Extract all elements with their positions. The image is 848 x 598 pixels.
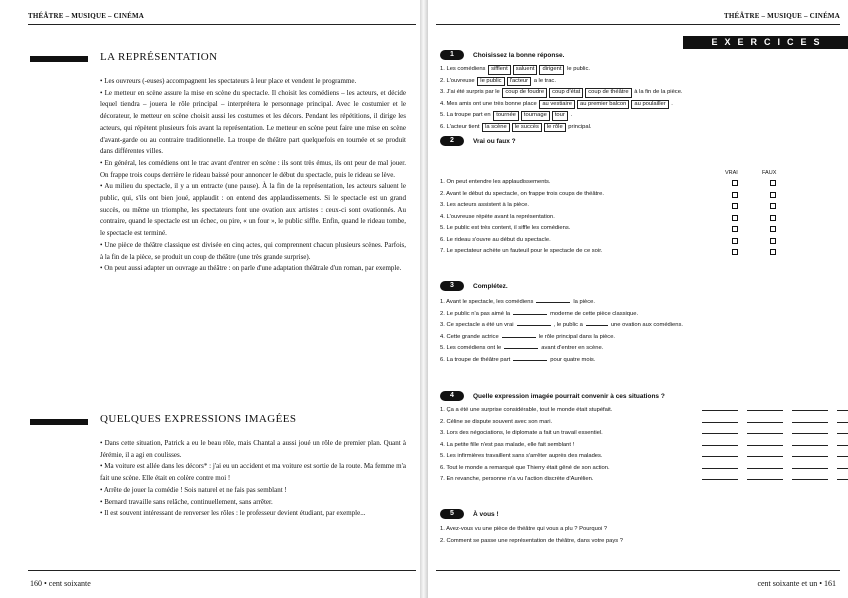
line-number: 1. [440,299,445,305]
answer-blank[interactable] [702,433,738,434]
answer-option[interactable]: tour [552,111,568,121]
answer-blank[interactable] [504,348,538,349]
exercise-line [440,524,840,536]
situation-text: 5. Les infirmières travaillent sans s'arrêter auprès des malades. [440,453,603,459]
statement-text: 3. Les acteurs assistent à la pièce. [440,202,529,208]
exercise-2-lines [440,177,840,258]
left-page [0,0,420,598]
line-number: 6. [440,123,445,130]
false-checkbox[interactable] [770,238,776,244]
line-text: moderne de cette pièce classique. [550,310,639,317]
paragraph: • Les ouvreurs (-euses) accompagnent les spectateurs à leur place et vendent le programme. [100,77,357,85]
answer-blank[interactable] [792,445,828,446]
answer-blank[interactable] [702,422,738,423]
line-text: la pièce. [573,299,595,305]
answer-blank[interactable] [747,410,783,411]
paragraph: • Ma voiture est allée dans les décors* : j'ai eu un accident et ma voiture est sortie de la route. Ma femme m'a fait une scène. Elle était en colère contre moi ! [100,462,406,483]
running-head: THÉÂTRE – MUSIQUE – CINÉMA [723,12,840,20]
section-title: LA REPRÉSENTATION [100,51,218,63]
question-text: 1. Avez-vous vu une pièce de théâtre qui vous a plu ? Pourquoi ? [440,526,608,532]
answer-blank[interactable] [517,325,551,326]
exercise-line [440,355,840,367]
answer-option[interactable]: au premier balcon [577,100,629,110]
true-checkbox[interactable] [732,180,738,186]
exercise-line [440,297,840,309]
exercise-line [440,309,840,321]
statement-text: 6. Le rideau s'ouvre au début du spectacle. [440,236,551,243]
true-checkbox[interactable] [732,249,738,255]
exercise-line [440,177,840,189]
true-checkbox[interactable] [732,203,738,209]
situation-text: 7. En revanche, personne n'a vu l'action discrète d'Aurélien. [440,476,594,482]
exercise-line [440,536,840,548]
answer-option[interactable]: le public [477,77,504,87]
situation-text: 2. Céline se dispute souvent avec son mari. [440,418,553,425]
running-head: THÉÂTRE – MUSIQUE – CINÉMA [28,12,145,20]
exercise-number: 1 [440,50,464,60]
exercise-line [440,64,840,76]
answer-blank[interactable] [837,422,848,423]
answer-lines[interactable] [702,456,848,457]
answer-option[interactable]: coup d'état [549,88,583,98]
situation-text: 1. Ça a été une surprise considérable, tout le monde était stupéfait. [440,407,613,413]
answer-option[interactable]: dirigent [539,65,564,75]
answer-blank[interactable] [837,445,848,446]
exercise-heading [440,390,665,402]
line-text: pour quatre mois. [550,356,596,363]
true-checkbox[interactable] [732,226,738,232]
answer-option[interactable]: sifflent [488,65,511,75]
true-checkbox[interactable] [732,238,738,244]
answer-blank[interactable] [837,479,848,480]
line-text: principal. [568,123,592,130]
exercise-line [440,440,840,452]
answer-option[interactable]: tournage [521,111,550,121]
book-gutter [420,0,428,598]
question-text: 2. Comment se passe une représentation de théâtre, dans votre pays ? [440,537,624,544]
exercise-number: 4 [440,391,464,401]
answer-blank[interactable] [792,410,828,411]
footer-rule [28,570,416,571]
answer-blank[interactable] [702,445,738,446]
line-text: Ce spectacle a été un vrai [446,322,514,328]
answer-option[interactable]: l'acteur [507,77,532,87]
exercise-line [440,87,840,99]
answer-option[interactable]: saluent [513,65,538,75]
line-number: 1. [440,66,445,72]
exercise-line [440,200,840,212]
statement-text: 5. Le public est très content, il siffle les comédiens. [440,225,571,231]
exercise-line [440,212,840,224]
exercise-line [440,417,840,429]
false-column-header: FAUX [762,170,777,176]
section-bar [30,419,88,425]
line-number: 5. [440,112,445,118]
exercise-line [440,343,840,355]
line-number: 4. [440,333,445,340]
false-checkbox[interactable] [770,203,776,209]
answer-lines[interactable] [702,410,848,411]
paragraph: • On peut aussi adapter un ouvrage au théâtre : on parle d'une adaptation théâtrale d'un roman, par exemple. [100,264,402,273]
line-text: Le public n'a pas aimé la [446,310,511,317]
line-text: J'ai été surpris par le [446,89,500,95]
true-column-header: VRAI [725,170,738,176]
line-number: 2. [440,310,445,317]
exercise-line [440,223,840,235]
answer-lines[interactable] [702,468,848,469]
answer-option[interactable]: au poulailler [631,100,668,110]
exercise-line [440,246,840,258]
false-checkbox[interactable] [770,249,776,255]
line-text: L'ouvreuse [446,77,475,84]
exercise-line [440,122,840,134]
paragraph: • Bernard travaille sans relâche, continuellement, sans arrêter. [100,497,273,506]
section-body [100,76,406,275]
exercise-title: Vrai ou faux ? [473,137,516,145]
answer-lines[interactable] [702,433,848,434]
answer-blank[interactable] [837,468,848,469]
footer-rule [436,570,840,571]
answer-blank[interactable] [747,456,783,457]
paragraph: • Dans cette situation, Patrick a eu le beau rôle, mais Chantal a aussi joué un rôle de premier plan. Quant à Jérémie, il a agi en coulisses. [100,439,406,459]
statement-text: 2. Avant le début du spectacle, on frappe trois coups de théâtre. [440,190,604,197]
answer-blank[interactable] [792,468,828,469]
line-number: 5. [440,345,445,351]
exercise-line [440,332,840,344]
exercise-line [440,474,840,486]
answer-blank[interactable] [513,360,547,361]
answer-blank[interactable] [792,433,828,434]
line-text: , le public a [553,322,583,328]
false-checkbox[interactable] [770,215,776,221]
line-text: avant d'entrer en scène. [541,345,604,351]
exercise-title: Quelle expression imagée pourrait convenir à ces situations ? [473,392,665,400]
answer-blank[interactable] [702,468,738,469]
exercise-line [440,451,840,463]
paragraph: • En général, les comédiens ont le trac avant d'entrer en scène : ils sont très émus, ils ont peur de mal jouer. On frappe trois coups derrière le rideau baissé pour annoncer le début du spectacle, puis le rideau se lève. [100,158,406,179]
section-body [100,438,406,520]
answer-option[interactable]: le rôle [544,123,566,133]
answer-blank[interactable] [792,422,828,423]
page-number: 160 • cent soixante [30,579,91,588]
exercise-line [440,76,840,88]
line-text: La troupe part en [446,112,491,118]
answer-lines[interactable] [702,479,848,480]
paragraph: • Une pièce de théâtre classique est divisée en cinq actes, qui comprennent chacun plusieurs scènes. Parfois, à la fin de la pièce, se produit un coup de théâtre (une très grande surprise). [100,240,406,261]
answer-option[interactable]: le succès [512,123,542,133]
exercises-banner: EXERCICES [683,36,848,49]
answer-blank[interactable] [837,456,848,457]
exercise-heading [440,49,564,61]
line-text: . [671,100,673,107]
false-checkbox[interactable] [770,226,776,232]
answer-blank[interactable] [747,445,783,446]
exercise-line [440,463,840,475]
exercise-heading [440,135,516,147]
answer-blank[interactable] [837,410,848,411]
answer-blank[interactable] [502,337,536,338]
line-text: La troupe de théâtre part [446,356,511,363]
line-text: Les comédiens [446,66,486,72]
answer-blank[interactable] [702,479,738,480]
line-number: 4. [440,100,445,107]
exercise-heading [440,508,499,520]
exercise-4-lines [440,405,840,486]
true-checkbox[interactable] [732,192,738,198]
exercise-line [440,320,840,332]
line-text: le rôle principal dans la pièce. [538,333,616,340]
answer-blank[interactable] [792,456,828,457]
line-number: 3. [440,322,445,328]
line-text: Avant le spectacle, les comédiens [446,299,534,305]
answer-blank[interactable] [702,456,738,457]
exercise-title: Choisissez la bonne réponse. [473,51,565,59]
exercise-line [440,405,840,417]
exercise-line [440,189,840,201]
paragraph: • Au milieu du spectacle, il y a un entracte (une pause). À la fin de la représentation, les acteurs saluent le public, qui, s'ils ont bien joué, applaudit : on entend des applaudissements. Si le spectacle est un grand succès, ou même un triomphe, les spectateurs font une ovation aux artistes : ceux-ci sont ovationnés. Au contraire, quand le spectacle est un échec, ou pire, « un four », le public siffle. Enfin, quand le rideau tombe, le spectacle est terminé. [100,182,406,238]
exercise-number: 2 [440,136,464,146]
answer-option[interactable]: tournée [493,111,519,121]
exercise-line [440,428,840,440]
line-number: 3. [440,89,445,95]
paragraph: • Le metteur en scène assure la mise en scène du spectacle. Il choisit les comédiens – les acteurs, et décide lequel tiendra – jouera le rôle principal – interprétera le personnage principal. Avec le costumier et le décorateur, le metteur en scène choisit aussi les costumes et les décors. Pendant les répétitions, il dirige les acteurs, qui répètent plusieurs fois avant la représentation. Le metteur en scène peut faire une mise en scène d'avant-garde ou au contraire traditionnelle. La troupe de théâtre part quelquefois en tournée et se produit dans différentes villes. [100,88,406,156]
line-text: Mes amis ont une très bonne place [446,100,537,107]
answer-blank[interactable] [586,325,608,326]
answer-blank[interactable] [536,302,570,303]
false-checkbox[interactable] [770,180,776,186]
line-text: L'acteur tient [446,123,480,130]
statement-text: 7. Le spectateur achète un fauteuil pour le spectacle de ce soir. [440,248,603,254]
section-bar [30,56,88,62]
exercise-title: Complétez. [473,282,508,290]
true-checkbox[interactable] [732,215,738,221]
line-text: à la fin de la pièce. [634,89,683,95]
situation-text: 6. Tout le monde a remarqué que Thierry était gêné de son action. [440,464,610,471]
answer-blank[interactable] [837,433,848,434]
paragraph: • Arrête de jouer la comédie ! Sois naturel et ne fais pas semblant ! [100,485,287,494]
answer-blank[interactable] [513,314,547,315]
section-title: QUELQUES EXPRESSIONS IMAGÉES [100,413,297,425]
line-text: une ovation aux comédiens. [610,322,684,328]
answer-option[interactable]: coup de théâtre [585,88,631,98]
exercise-5-lines [440,524,840,547]
answer-lines[interactable] [702,445,848,446]
line-text: Les comédiens ont le [446,345,502,351]
exercise-line [440,110,840,122]
situation-text: 3. Lors des négociations, le diplomate a fait un travail essentiel. [440,430,603,436]
line-text: a le trac. [533,77,556,84]
exercise-number: 5 [440,509,464,519]
answer-blank[interactable] [747,422,783,423]
line-number: 6. [440,356,445,363]
answer-blank[interactable] [747,433,783,434]
answer-blank[interactable] [747,468,783,469]
exercise-number: 3 [440,281,464,291]
answer-blank[interactable] [702,410,738,411]
exercise-1-lines [440,64,840,133]
line-number: 2. [440,77,445,84]
answer-option[interactable]: au vestiaire [539,100,575,110]
false-checkbox[interactable] [770,192,776,198]
answer-blank[interactable] [792,479,828,480]
header-rule [28,24,416,25]
statement-text: 4. L'ouvreuse répète avant la représentation. [440,213,555,220]
exercise-title: À vous ! [473,510,499,518]
answer-option[interactable]: la scène [482,123,510,133]
answer-option[interactable]: coup de foudre [502,88,547,98]
exercise-3-lines [440,297,840,366]
situation-text: 4. La petite fille n'est pas malade, elle fait semblant ! [440,441,575,448]
line-text: le public. [567,66,590,72]
answer-blank[interactable] [747,479,783,480]
exercise-heading [440,280,508,292]
answer-lines[interactable] [702,422,848,423]
exercise-line [440,99,840,111]
page-number: cent soixante et un • 161 [757,579,836,588]
statement-text: 1. On peut entendre les applaudissements. [440,179,551,185]
right-page [428,0,848,598]
line-text: . [570,112,573,118]
header-rule [436,24,840,25]
paragraph: • Il est souvent intéressant de renverser les rôles : le professeur devient étudiant, par exemple... [100,509,366,518]
line-text: Cette grande actrice [446,333,499,340]
exercise-line [440,235,840,247]
